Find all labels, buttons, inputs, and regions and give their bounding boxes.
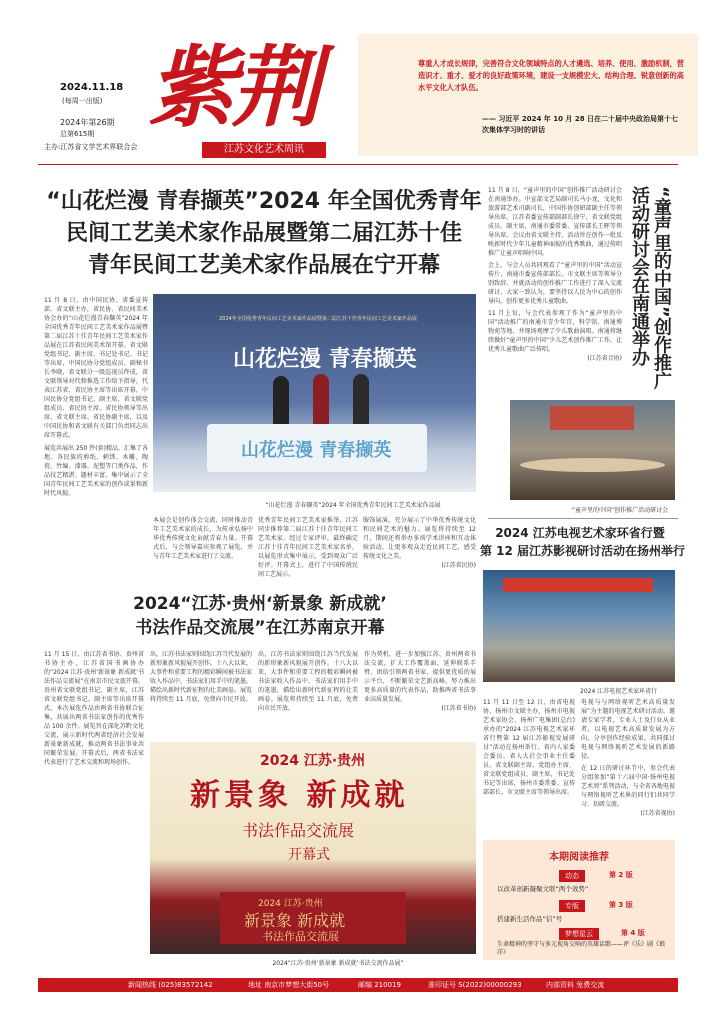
lead-headline <box>44 186 484 282</box>
recommend-item[interactable] <box>497 870 667 896</box>
tv-paragraph-2: 电视与与网络视听艺术高质量发展”为主题的电视艺术研讨活动。邀请专家学者，专业人士及行业从业者，以电视艺术高质量发展为方向，分享创作经验成果，共同探讨电视与网络视听艺术发展的新路径。 <box>581 699 675 760</box>
footer-hotline: 新闻热线 (025)83572142 <box>128 981 213 989</box>
lead-title-line3: 青年民间工艺美术家作品展在宁开幕 <box>87 253 440 278</box>
lead-photo-person-2 <box>313 374 329 428</box>
recommend-box <box>483 840 675 960</box>
second-photo <box>150 742 476 954</box>
footer-address: 地址 南京市梦想大街50号 <box>248 981 330 989</box>
lead-paragraph-3: 本展会是创作体会交流，同时推动青年工艺美术家的成长，为传承弘扬中华优秀传统文化贡献青春力量。开幕式后，与会领导嘉宾参观了展览，并与青年工艺美术家进行了交流。 <box>153 517 253 560</box>
quote-box <box>358 34 698 156</box>
tv-photo <box>483 570 675 682</box>
side-credit: (江苏省音协) <box>587 355 622 362</box>
lead-photo <box>153 294 476 492</box>
masthead-rule <box>38 164 678 165</box>
lead-photo-person-3 <box>353 374 369 428</box>
quote-text: 尊重人才成长规律，完善符合文化领域特点的人才遴选、培养、使用、激励机制，营造识才、重才、爱才的良好政策环境，建设一支规模宏大、结构合理、锐意创新的高水平文化人才队伍。 <box>418 59 684 92</box>
footer-free: 内部资料 免费交流 <box>546 981 605 989</box>
lead-column-2 <box>153 516 253 578</box>
side-paragraph-2: 会上，与会人员共同观看了“童声里的中国”活动宣传片，南通市委宣传部部长、市文联主席等领导分别致辞，并就活动的创作推广工作进行了深入交流研讨，大家一致认为，要坚持以人民为中心的创作导向，创作更多优秀儿童歌曲。 <box>488 262 622 305</box>
newspaper-subtitle: 江苏文化艺术周讯 <box>202 142 326 158</box>
masthead <box>38 30 684 160</box>
publish-frequency: (每周一出版) <box>62 97 103 105</box>
second-column-3 <box>258 650 358 714</box>
second-headline <box>70 592 450 640</box>
lead-paragraph-2: 展览共展出 250 件(套)精品，汇集了各地、各民族的剪纸、刺绣、木雕、陶瓷、竹编、漆器、泥塑等门类作品，作品技艺精湛、题材丰富，集中展示了全国青年民间工艺美术家的创作成果和新时代风貌。 <box>44 445 148 497</box>
footer-license: 准印证号 S(2022)00000293 <box>428 981 522 989</box>
recommend-tag: 专版 <box>559 900 585 912</box>
lead-column-3 <box>258 516 358 578</box>
tv-headline <box>480 524 686 560</box>
lead-paragraph-4: 优秀青年民间工艺美术家推举，江苏同步推荐第二届江苏十佳青年民间工艺美术家。经过专家评审，最终确定江苏十佳青年民间工艺美术家名单，以展览形式集中展示，受到观众广泛好评。开幕式上，进行了中国传统民间工艺展示。 <box>258 517 358 578</box>
tv-title-line1: 2024 江苏电视艺术家环省行暨 <box>495 526 665 540</box>
recommend-page: 第 2 版 <box>609 871 633 879</box>
side-title: “童声里的中国”创作推广活动研讨会在南通举办 <box>629 186 672 390</box>
footer-bar <box>38 978 678 992</box>
issue-number: 2024年第26期 <box>60 118 115 127</box>
quote-source: —— 习近平 2024 年 10 月 28 日在二十届中央政治局第十七次集体学习时的讲话 <box>482 115 679 134</box>
lead-photo-banner: 山花烂漫 青春撷英 <box>233 347 417 372</box>
tv-paragraph-3: 在 12 日的研讨环节中，参会代表分组参加“第十六届中国·扬州电视艺术周”系列活动，与全省各地电视与网络视听艺术界的同行们共同学习、切磋交流。 <box>581 765 675 808</box>
second-title-line2: 书法作品交流展”在江苏南京开幕 <box>135 618 385 638</box>
recommend-tag: 梦想星云 <box>559 928 599 940</box>
side-paragraph-1: 11 月 8 日，“童声里的中国”创作推广活动研讨会在南通举办。中宣部文艺局副司长马小龙，文化和旅游部艺术司副司长，中国作协创研部副主任等领导出席。江苏省委宣传部副部长徐宁，省文联党组成员、副主席，南通市委常委、宣传部长王晖等领导出席。会议由省文联主持，活动旨在创作一批反映新时代少年儿童精神面貌的优秀歌曲，通过传唱推广让童声唱响中国。 <box>488 187 622 257</box>
sponsor: 主办:江苏省文学艺术界联合会 <box>44 143 138 151</box>
tv-credit: (江苏省视协) <box>640 810 675 817</box>
second-paragraph-1: 11 月 15 日，由江苏省书协、贵州省书协主办，江苏省国书画协办的“2024 江苏·贵州‘新景象 新成就’书法作品交流展”在南京市民文旅开幕。贵州省文联党组书记、副主席，江苏省文联党组书记、副主席等出席开幕式。本次展览作品由两省书协联合征集，共展出两省书法家创作的优秀作品 100 余件。展览旨在深化苏黔文化交流，展示新时代两省经济社会发展新景象新成就，推动两省书法事业共同繁荣发展。开幕式后，两省书法家代表进行了艺术交流和现场创作。 <box>44 651 144 766</box>
lead-photo-person-1 <box>273 376 289 428</box>
second-photo-line3: 书法作品交流展 <box>242 821 355 840</box>
second-credit: (江苏省书协) <box>441 705 476 712</box>
tv-paragraph-1: 11 月 11 日至 12 日，由省电视协、扬州市文联主办，扬州市电视艺术家协会、扬州广电集团(总台)承办的“2024 江苏电视艺术家环省行暨第 12 届江苏影视发展研讨”活动在扬州举行。省内人家委会委员、省人大社会事业主任委员、省文联副主席、党组办主席、省文联党组成员、副主席，书记处书记等出席，扬州市委常委、宣传部部长、市文联主席等领导出席。 <box>483 699 575 796</box>
recommend-tag: 动态 <box>559 870 585 882</box>
second-photo-line1: 2024 江苏·贵州 <box>260 753 366 769</box>
second-photo-line2: 新景象 新成就 <box>190 778 409 813</box>
side-rule <box>488 518 678 519</box>
second-paragraph-4: 作为契机，进一步加强江苏、贵州两省书法交流，扩大工作覆盖面，延伸联系手臂，团结引领两省书家，提供更优质的展示平台，不断繁荣文艺新高峰。努力推出更多高质量的代表作品，助推两省书法事业高质量发展。 <box>364 651 476 703</box>
tv-column-2 <box>581 698 675 830</box>
second-column-4 <box>364 650 476 734</box>
tv-photo-banner <box>503 578 653 592</box>
second-photo-stage <box>220 892 406 944</box>
lead-title-line1: “山花烂漫 青春撷英”2024 年全国优秀青年 <box>46 189 482 214</box>
recommend-text: 以改革创新凝聚文联“两个效势” <box>497 885 589 893</box>
recommend-page: 第 4 版 <box>621 929 645 937</box>
tv-title-line2: 第 12 届江苏影视研讨活动在扬州举行 <box>480 544 686 558</box>
newspaper-logo: 紫荆 <box>148 35 317 139</box>
issue-date: 2024.11.18 <box>60 82 124 93</box>
total-issue: 总第615期 <box>60 130 95 138</box>
side-paragraph-3: 11 月上旬，与会代表参观了作为“童声里的中国”活动推广的南通市青少年宫、科学馆、南通博物苑等地，并现场观摩了少儿歌曲演唱。南通将继续做好“童声里的中国”少儿艺术创作推广工作，让优秀儿童歌曲广泛传唱。 <box>488 310 622 353</box>
second-column-2 <box>150 650 252 714</box>
recommend-item[interactable] <box>497 928 667 958</box>
side-photo-table <box>520 458 665 472</box>
lead-column-4 <box>363 516 476 578</box>
lead-credit: (江苏省民协) <box>441 562 476 569</box>
second-photo-stage-line1: 2024 江苏·贵州 <box>258 899 323 909</box>
lead-column-1 <box>44 296 148 516</box>
lead-photo-stage-text: 山花烂漫 青春撷英 <box>241 440 392 461</box>
side-photo <box>510 400 675 500</box>
recommend-page: 第 3 版 <box>609 901 633 909</box>
lead-photo-caption: “山花烂漫 青春撷英”2024 年全国优秀青年民间工艺美术家作品展 <box>265 502 441 509</box>
footer-postcode: 邮编 210019 <box>358 981 401 989</box>
tv-column-1 <box>483 698 575 830</box>
second-paragraph-3: 出，江苏书法家则围绕江苏当代发展的新形象新风貌展开创作。十八大以来，大事件和重要工程的精彩瞬间被书法家收入作品中，书法家们用手中的笔墨，描绘出新时代新征程的壮美画卷。展览将持续至 11 月底，免费向市民开放。 <box>258 651 358 712</box>
side-photo-screen <box>550 406 634 430</box>
lead-photo-top-text: 2024年全国优秀青年民间工艺美术家作品展暨第二届江苏十佳青年民间工艺美术家作品展 <box>219 316 417 322</box>
second-column-1 <box>44 650 144 950</box>
second-paragraph-2: 出，江苏书法家则围绕江苏当代发展的新形象新风貌展开创作。十八大以来，大事件和重要工程的精彩瞬间被书法家收入作品中，书法家们用手中的笔墨，描绘出新时代新征程的壮美画卷。展览将持续至 11 月底，免费向市民开放。 <box>150 651 252 703</box>
recommend-text: 生命精神的坚守与多元视角交响的英雄话歌——评《乐》剧《琅洋》 <box>497 941 666 956</box>
second-title-line1: 2024“江苏·贵州‘新景象 新成就’ <box>133 594 387 614</box>
second-photo-stage-line3: 书法作品交流展 <box>262 930 339 943</box>
second-photo-line4: 开幕式 <box>288 847 330 863</box>
lead-paragraph-1: 11 月 8 日，由中国民协、省委宣传部、省文联主办，省民协、省民间美术协会办的“山花烂漫青春撷英”2024 年全国优秀青年民间工艺美术家作品展暨第二届江苏十佳青年民间工艺美术家作品展在江苏省民间美术馆开幕。省文联党组书记、副主席，书记处书记、书记等出席，中国民协分党组成员、副秘书长李晓，省文联分一级巡视员佟成，省文联领导对代和推选工作给予指导，代表江苏省、省民协主席等出席开幕，中国民协分党组书记、副主席、省文联党组成员、省民协主席、省民协领导等出席，省文联主席、省民协副主席，以及中国民协和省文联有关部门负责同志出席开幕式。 <box>44 297 148 439</box>
recommend-text: 搭建新生活作品“信”号 <box>497 915 563 923</box>
second-photo-caption: 2024“江苏·贵州‘新景象 新成就’书法交流作品展” <box>272 960 404 967</box>
side-photo-caption: “童声里的中国”创作推广活动研讨会 <box>571 507 669 514</box>
recommend-item[interactable] <box>497 900 667 926</box>
side-column-1 <box>488 186 622 390</box>
lead-photo-stage-block <box>207 424 427 472</box>
lead-paragraph-5: 服饰展演，充分展示了中华优秀传统文化和民间艺术的魅力。展览将持续至 12 月，期间还将举办多场学术讲座和互动体验活动，让更多观众走近民间工艺，感受传统文化之美。 <box>363 517 476 560</box>
tv-photo-caption: 2024 江苏电视艺术家环省行 <box>580 688 658 695</box>
second-photo-stage-line2: 新景象 新成就 <box>244 911 346 930</box>
lead-title-line2: 民间工艺美术家作品展暨第二届江苏十佳 <box>65 221 462 246</box>
recommend-title: 本期阅读推荐 <box>549 852 609 863</box>
